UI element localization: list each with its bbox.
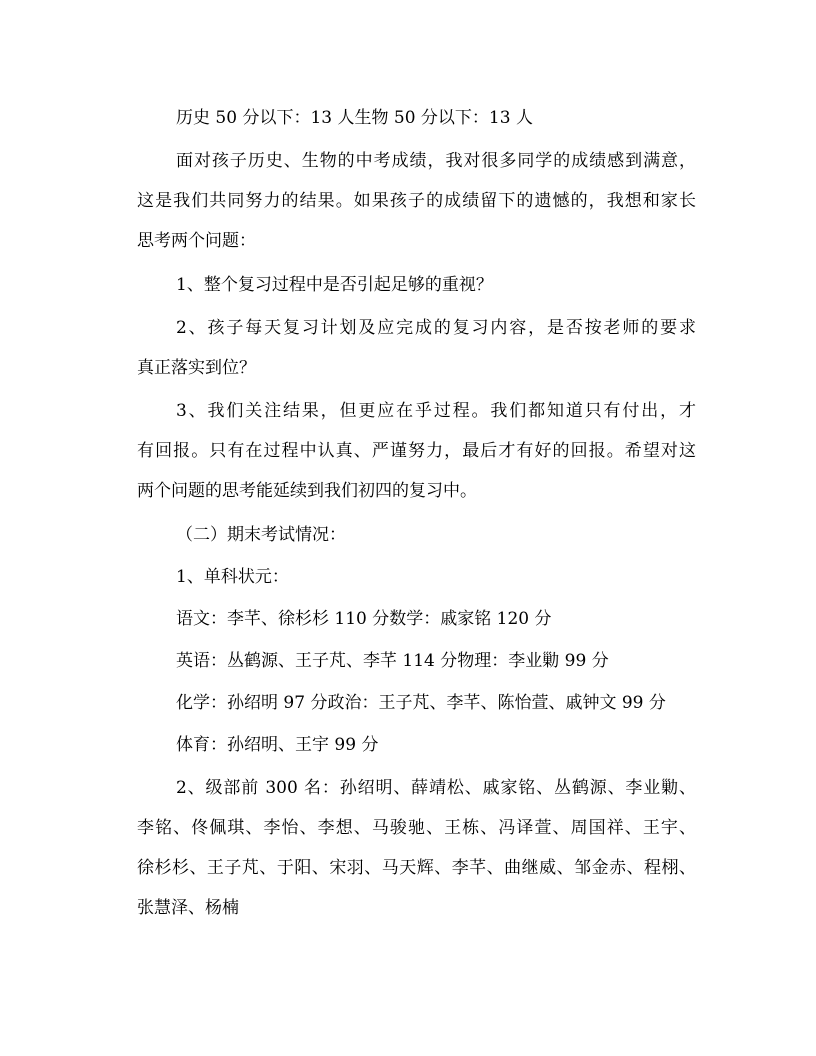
question-1: 1、整个复习过程中是否引起足够的重视？ bbox=[176, 275, 493, 295]
question-2-line: 真正落实到位？ bbox=[137, 358, 256, 378]
top-300-line: 李铭、佟佩琪、李怡、李想、马骏驰、王栋、冯译萱、周国祥、王宇、 bbox=[137, 818, 696, 838]
paragraph-line: 这是我们共同努力的结果。如果孩子的成绩留下的遗憾的，我想和家长 bbox=[137, 191, 696, 211]
score-line: 英语：丛鹤源、王子芃、李芊 114 分物理：李业勦 99 分 bbox=[176, 651, 609, 671]
paragraph-line: 面对孩子历史、生物的中考成绩，我对很多同学的成绩感到满意， bbox=[176, 151, 696, 171]
subheading-top-scorers: 1、单科状元： bbox=[176, 567, 289, 587]
top-300-line: 张慧泽、杨楠 bbox=[137, 898, 239, 918]
question-3-line: 两个问题的思考能延续到我们初四的复习中。 bbox=[137, 481, 477, 501]
paragraph-line: 思考两个问题： bbox=[137, 231, 256, 251]
score-line: 语文：李芊、徐杉杉 110 分数学：戚家铭 120 分 bbox=[176, 609, 552, 629]
top-300-line: 2、级部前 300 名：孙绍明、薛靖松、戚家铭、丛鹤源、李业勦、 bbox=[176, 778, 696, 798]
score-line: 体育：孙绍明、王宇 99 分 bbox=[176, 735, 379, 755]
question-3-line: 有回报。只有在过程中认真、严谨努力，最后才有好的回报。希望对这 bbox=[137, 441, 696, 461]
question-2-line: 2、孩子每天复习计划及应完成的复习内容，是否按老师的要求 bbox=[176, 318, 696, 338]
top-300-line: 徐杉杉、王子芃、于阳、宋羽、马天辉、李芊、曲继威、邹金赤、程栩、 bbox=[137, 858, 696, 878]
question-3-line: 3、我们关注结果，但更应在乎过程。我们都知道只有付出，才 bbox=[176, 401, 696, 421]
section-heading: （二）期末考试情况： bbox=[176, 525, 346, 545]
text-line-history-biology: 历史 50 分以下：13 人生物 50 分以下：13 人 bbox=[176, 108, 533, 128]
score-line: 化学：孙绍明 97 分政治：王子芃、李芊、陈怡萱、戚钟文 99 分 bbox=[176, 693, 666, 713]
